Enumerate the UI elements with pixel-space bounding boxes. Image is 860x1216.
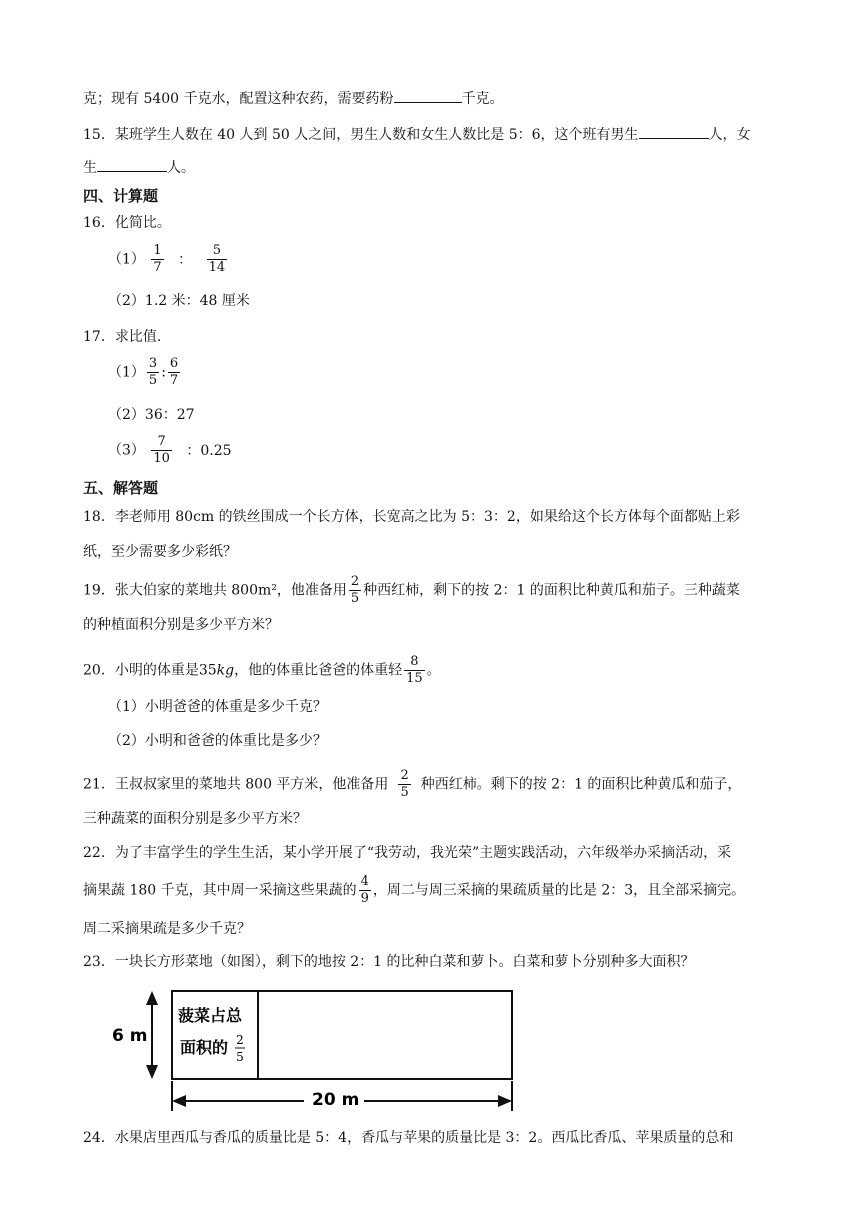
numerator: 4 bbox=[360, 874, 369, 889]
denominator: 7 bbox=[153, 260, 162, 275]
q16-title: 16．化简比。 bbox=[83, 215, 171, 231]
q15-text-3: 生 bbox=[83, 160, 97, 176]
q23-line-1: 23．一块长方形菜地（如图），剩下的地按 2：1 的比种白菜和萝卜。白菜和萝卜分别种多大面积？ bbox=[83, 954, 695, 970]
spinach-label-line1: 菠菜占总 bbox=[178, 1006, 243, 1025]
denominator: 14 bbox=[208, 260, 226, 275]
height-label: 6 m bbox=[112, 1026, 148, 1046]
q20-text-2: ，他的体重比爸爸的体重轻 bbox=[234, 662, 403, 679]
part-label: （1） bbox=[108, 251, 145, 268]
fraction bbox=[147, 356, 159, 389]
numerator: 8 bbox=[404, 654, 425, 671]
q22-line-1: 22．为了丰富学生的学生生活，某小学开展了“我劳动，我光荣”主题实践活动，六年级举办采摘活动，采 bbox=[83, 845, 732, 861]
answer-blank-girls[interactable] bbox=[97, 157, 167, 172]
denominator: 5 bbox=[400, 785, 409, 800]
q19-text: 19．张大伯家的菜地共 800m²，他准备用 bbox=[83, 582, 347, 599]
q17-title: 17．求比值. bbox=[83, 329, 162, 345]
q19-text-2: 种西红柿，剩下的按 2：1 的面积比种黄瓜和茄子。三种蔬菜 bbox=[363, 582, 740, 599]
field-diagram bbox=[108, 985, 528, 1115]
arrow-left-icon bbox=[172, 1095, 186, 1107]
denominator: 7 bbox=[169, 373, 179, 388]
q15-line-2 bbox=[83, 157, 195, 178]
q21-text-2: 种西红柿。剩下的按 2：1 的面积比种黄瓜和茄子， bbox=[420, 776, 742, 793]
section-heading-calc: 四、计算题 bbox=[83, 187, 159, 205]
numerator: 6 bbox=[169, 356, 179, 371]
q15-text: 15．某班学生人数在 40 人到 50 人之间，男生人数和女生人数比是 5：6，这个班有男生 bbox=[83, 127, 639, 143]
q20-line-1 bbox=[83, 654, 441, 687]
q14-text-end: 千克。 bbox=[461, 91, 504, 107]
weight-unit: kg bbox=[216, 662, 235, 679]
q15-text-4: 人。 bbox=[167, 160, 195, 176]
part-label: （3） bbox=[108, 442, 145, 459]
width-label: 20 m bbox=[312, 1090, 360, 1110]
arrow-up-icon bbox=[146, 991, 158, 1005]
spinach-fraction-numerator: 2 bbox=[236, 1033, 244, 1047]
denominator: 5 bbox=[148, 373, 158, 388]
q21-line-2: 三种蔬菜的面积分别是多少平方米？ bbox=[83, 811, 307, 827]
q15-text-2: 人，女 bbox=[708, 127, 751, 143]
q19-line-1 bbox=[83, 574, 740, 607]
spinach-fraction-denominator: 5 bbox=[236, 1050, 244, 1064]
q14-text: 克；现有 5400 千克水，配置这种农药，需要药粉 bbox=[83, 91, 394, 107]
fraction bbox=[151, 243, 163, 276]
fraction bbox=[398, 768, 410, 801]
q21-line-1 bbox=[83, 768, 741, 801]
denominator: 5 bbox=[350, 591, 360, 606]
q22-text: 摘果蔬 180 千克，其中周一采摘这些果蔬的 bbox=[83, 882, 357, 899]
q18-line-1: 18．李老师用 80cm 的铁丝围成一个长方体，长宽高之比为 5：3：2，如果给这个长方体每个面都贴上彩 bbox=[83, 509, 740, 525]
q14-tail-line bbox=[83, 88, 504, 109]
q16-part2: （2）1.2 米：48 厘米 bbox=[108, 293, 250, 309]
fraction bbox=[404, 654, 425, 687]
part-label: （1） bbox=[108, 364, 145, 381]
q15-line-1 bbox=[83, 124, 751, 145]
fraction bbox=[349, 574, 361, 607]
arrow-down-icon bbox=[146, 1065, 158, 1079]
ratio-sign: ： bbox=[178, 251, 193, 268]
ratio-tail: ：0.25 bbox=[186, 442, 232, 459]
section-heading-solve: 五、解答题 bbox=[83, 479, 159, 497]
numerator: 2 bbox=[350, 574, 360, 589]
q19-line-2: 的种植面积分别是多少平方米？ bbox=[83, 617, 279, 633]
q22-line-2 bbox=[83, 874, 745, 907]
q22-text-2: ，周二与周三采摘的果疏质量的比是 2：3，且全部采摘完。 bbox=[372, 882, 746, 899]
fraction bbox=[207, 243, 228, 276]
numerator: 2 bbox=[400, 768, 409, 783]
arrow-right-icon bbox=[498, 1095, 512, 1107]
fraction bbox=[168, 356, 180, 389]
q17-part1 bbox=[108, 356, 182, 389]
q16-part1 bbox=[108, 243, 229, 276]
spinach-label-line2: 面积的 bbox=[180, 1038, 229, 1057]
fraction bbox=[151, 434, 172, 467]
numerator: 5 bbox=[207, 243, 228, 260]
q20-text: 20．小明的体重是 bbox=[83, 662, 199, 679]
q17-part3 bbox=[108, 434, 232, 467]
denominator: 9 bbox=[360, 891, 369, 906]
answer-blank-boys[interactable] bbox=[639, 124, 709, 139]
q17-part2: （2）36：27 bbox=[108, 407, 195, 423]
numerator: 1 bbox=[153, 243, 162, 258]
q21-text: 21．王叔叔家里的菜地共 800 平方米，他准备用 bbox=[83, 776, 389, 793]
q20-text-3: 。 bbox=[426, 662, 441, 679]
q22-line-3: 周二采摘果疏是多少千克？ bbox=[83, 921, 251, 937]
q20-part2: （2）小明和爸爸的体重比是多少？ bbox=[108, 733, 327, 749]
denominator: 15 bbox=[406, 671, 423, 686]
ratio-sign: : bbox=[161, 364, 166, 381]
fraction bbox=[359, 874, 371, 907]
q24-line-1: 24．水果店里西瓜与香瓜的质量比是 5：4，香瓜与苹果的质量比是 3：2。西瓜比香瓜、苹果质量的总和 bbox=[83, 1130, 734, 1146]
field-rectangle bbox=[172, 991, 512, 1079]
denominator: 10 bbox=[153, 451, 170, 466]
answer-blank[interactable] bbox=[394, 88, 462, 103]
numerator: 7 bbox=[151, 434, 172, 451]
numerator: 3 bbox=[148, 356, 158, 371]
weight-number: 35 bbox=[198, 662, 217, 679]
q20-part1: （1）小明爸爸的体重是多少千克？ bbox=[108, 699, 327, 715]
q18-line-2: 纸，至少需要多少彩纸？ bbox=[83, 544, 237, 560]
